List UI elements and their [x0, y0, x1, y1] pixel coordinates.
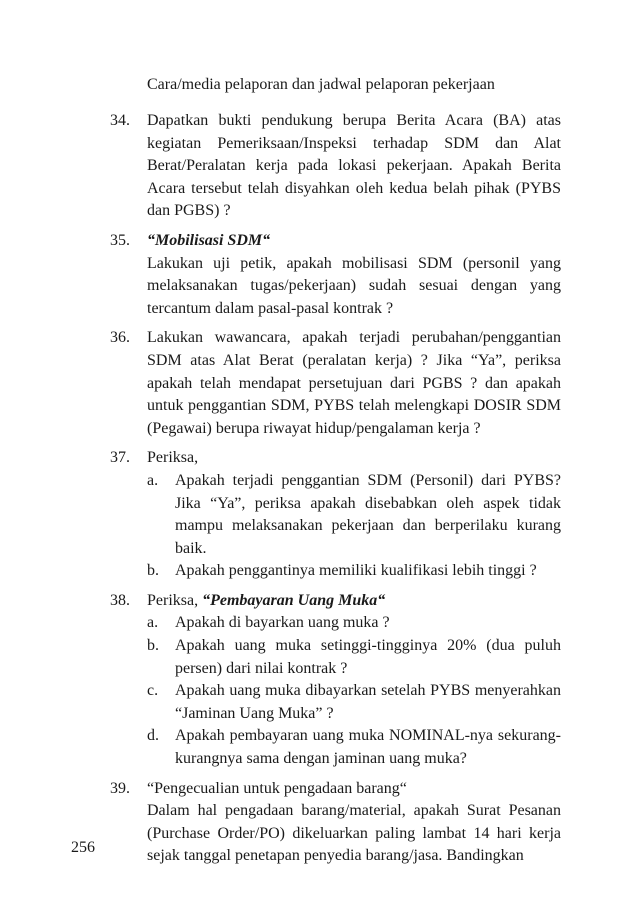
sub-item-b — [147, 560, 561, 583]
sub-item-c — [147, 680, 561, 725]
sub-item-letter: c. — [147, 682, 159, 700]
item-lead-text: Periksa, — [147, 591, 203, 609]
intro-line: Cara/media pelaporan dan jadwal pelaporan pekerjaan — [147, 76, 495, 93]
item-text: Lakukan uji petik, apakah mobilisasi SDM (personil yang melaksanakan tugas/pekerjaan) sudah sesuai dengan yang tercantum dalam pasal-pasal kontrak ? — [147, 254, 561, 317]
item-number: 39. — [110, 779, 130, 797]
item-lead — [147, 590, 561, 613]
sub-item-text: Apakah pembayaran uang muka NOMINAL-nya sekurang-kurangnya sama dengan jaminan uang muka? — [175, 727, 561, 768]
list-item-38 — [110, 590, 561, 771]
item-lead: Periksa, — [147, 449, 199, 467]
sub-item-letter: a. — [147, 471, 159, 489]
item-text: Lakukan wawancara, apakah terjadi perubahan/penggantian SDM atas Alat Berat (peralatan kerja) ? Jika “Ya”, periksa apakah telah mendapat persetujuan dari PGBS ? dan apakah untuk penggantian SDM, PYBS telah melengkapi DOSIR SDM (Pegawai) berupa riwayat hidup/pengalaman kerja ? — [147, 329, 561, 437]
list-item-35 — [110, 230, 561, 320]
sub-item-d — [147, 725, 561, 770]
item-title: “Pembayaran Uang Muka“ — [202, 591, 386, 609]
item-number: 37. — [110, 449, 130, 467]
list-item-37 — [110, 447, 561, 583]
item-number: 36. — [110, 329, 130, 347]
sub-item-a — [147, 470, 561, 560]
list-item-39 — [110, 778, 561, 868]
list-item-36 — [110, 327, 561, 440]
sub-item-text: Apakah uang muka setinggi-tingginya 20% (dua puluh persen) dari nilai kontrak ? — [175, 637, 561, 677]
item-text: Dalam hal pengadaan barang/material, apakah Surat Pesanan (Purchase Order/PO) dikeluarkan paling lambat 14 hari kerja sejak tanggal penetapan penyedia barang/jasa. Bandingkan — [147, 802, 561, 865]
sub-item-text: Apakah terjadi penggantian SDM (Personil) dari PYBS? Jika “Ya”, periksa apakah disebabkan oleh aspek tidak mampu melaksanakan pekerjaan dan berperilaku kurang baik. — [175, 471, 561, 557]
item-number: 38. — [110, 591, 130, 609]
item-number: 34. — [110, 112, 130, 129]
list-item-34 — [110, 110, 561, 223]
sub-item-text: Apakah uang muka dibayarkan setelah PYBS menyerahkan “Jaminan Uang Muka” ? — [175, 682, 561, 722]
sub-item-letter: a. — [147, 614, 159, 632]
item-title: “Mobilisasi SDM“ — [147, 231, 271, 249]
item-number: 35. — [110, 231, 130, 249]
item-lead: “Pengecualian untuk pengadaan barang“ — [147, 779, 407, 797]
sub-item-a — [147, 612, 561, 635]
page-number: 256 — [71, 839, 95, 856]
sub-item-letter: b. — [147, 562, 159, 580]
sub-item-text: Apakah penggantinya memiliki kualifikasi lebih tinggi ? — [175, 562, 537, 580]
checklist-content — [110, 110, 561, 875]
sub-item-letter: b. — [147, 637, 159, 655]
sub-item-b — [147, 635, 561, 680]
sub-item-letter: d. — [147, 727, 159, 745]
sub-item-text: Apakah di bayarkan uang muka ? — [175, 614, 390, 632]
item-text: Dapatkan bukti pendukung berupa Berita Acara (BA) atas kegiatan Pemeriksaan/Inspeksi terhadap SDM dan Alat Berat/Peralatan kerja pada lokasi pekerjaan. Apakah Berita Acara tersebut telah disyahkan oleh kedua belah pihak (PYBS dan PGBS) ? — [147, 112, 561, 220]
